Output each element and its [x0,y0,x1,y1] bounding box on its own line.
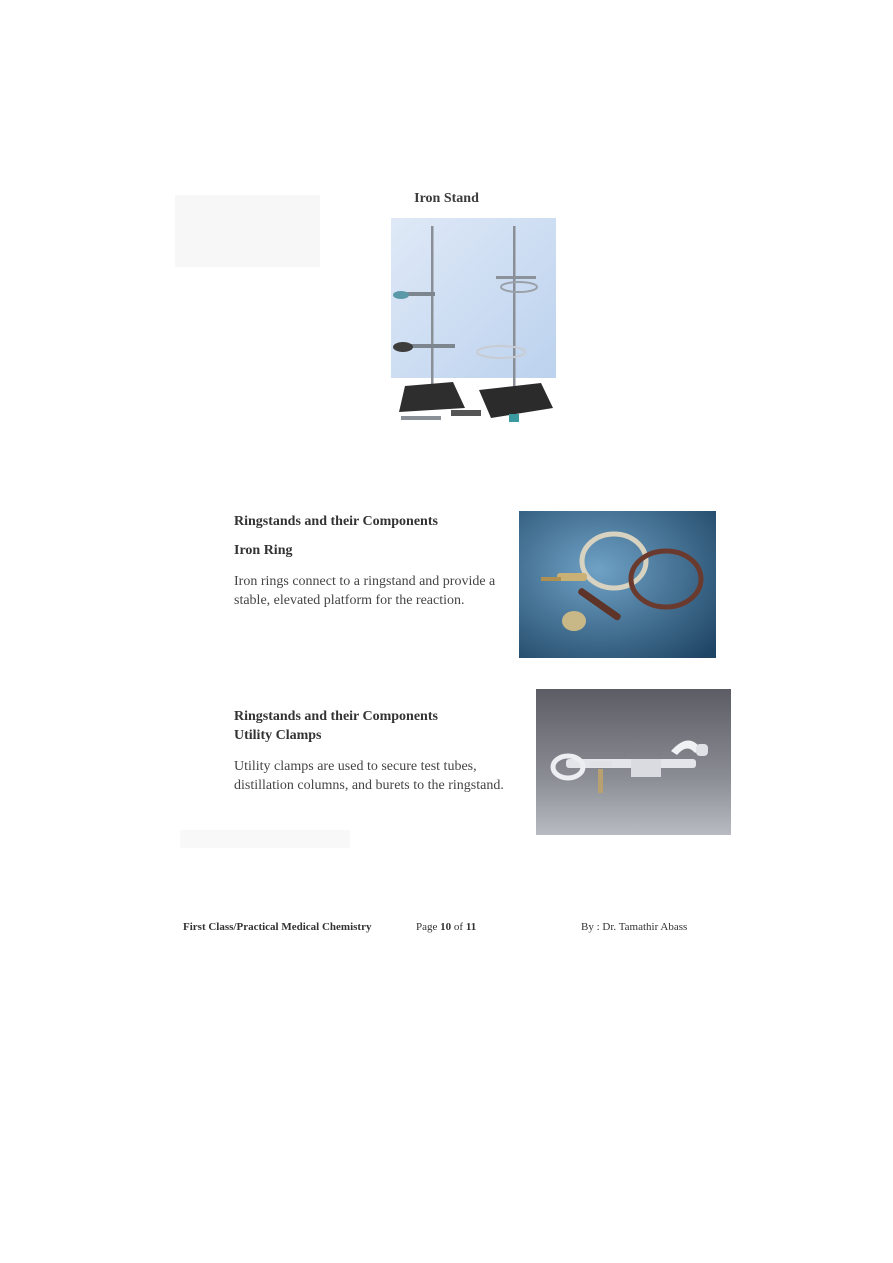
footer-page-indicator [416,921,476,933]
section-heading: Ringstands and their Components [234,514,438,529]
footer-page-of: of [451,921,466,933]
footer-author: By : Dr. Tamathir Abass [581,921,688,933]
footer-page-total: 11 [465,921,477,933]
section-heading: Ringstands and their Components [234,709,438,724]
footer-course: First Class/Practical Medical Chemistry [183,921,372,933]
section-text-line: stable, elevated platform for the reaction. [234,593,465,608]
footer-page-number: 10 [440,921,452,933]
iron-ring-photo [519,511,716,658]
scan-smudge [180,830,350,848]
iron-stand-photo [391,218,556,428]
section-text-line: Utility clamps are used to secure test tubes, [234,759,477,774]
figure-title: Iron Stand [414,191,479,206]
section-text-line: distillation columns, and burets to the ringstand. [234,778,504,793]
section-subheading: Utility Clamps [234,728,322,743]
footer-page-prefix: Page [416,921,441,933]
section-text-line: Iron rings connect to a ringstand and provide a [234,574,496,589]
section-subheading: Iron Ring [234,543,293,558]
utility-clamp-photo [536,689,731,835]
